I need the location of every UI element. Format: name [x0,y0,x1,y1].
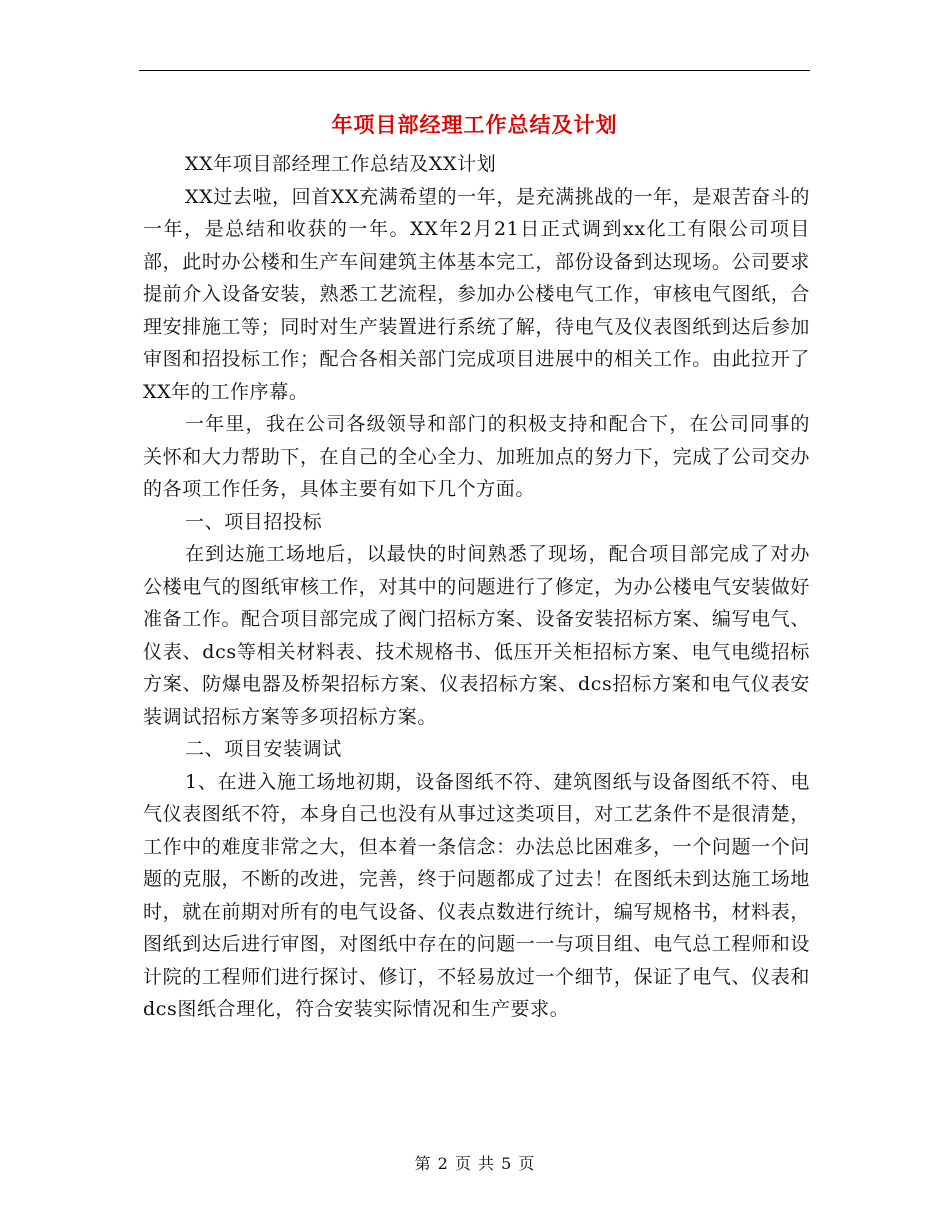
paragraph-bidding: 在到达施工场地后，以最快的时间熟悉了现场，配合项目部完成了对办公楼电气的图纸审核工作，对其中的问题进行了修定，为办公楼电气安装做好准备工作。配合项目部完成了阀门招标方案、设备安装招标方案、编写电气、仪表、dcs等相关材料表、技术规格书、低压开关柜招标方案、电气电缆招标方案、防爆电器及桥架招标方案、仪表招标方案、dcs招标方案和电气仪表安装调试招标方案等多项招标方案。 [143,543,810,728]
header-rule [139,70,810,71]
paragraph-intro: XX过去啦，回首XX充满希望的一年，是充满挑战的一年，是艰苦奋斗的一年，是总结和收获的一年。XX年2月21日正式调到xx化工有限公司项目部，此时办公楼和生产车间建筑主体基本完工，部份设备到达现场。公司要求提前介入设备安装，熟悉工艺流程，参加办公楼电气工作，审核电气图纸，合理安排施工等；同时对生产装置进行系统了解，待电气及仪表图纸到达后参加审图和招投标工作；配合各相关部门完成项目进展中的相关工作。由此拉开了XX年的工作序幕。 [143,185,810,403]
section-heading-installation: 二、项目安装调试 [185,738,342,760]
document-body [143,148,810,1026]
paragraph-installation: 1、在进入施工场地初期，设备图纸不符、建筑图纸与设备图纸不符、电气仪表图纸不符，本身自己也没有从事过这类项目，对工艺条件不是很清楚，工作中的难度非常之大，但本着一条信念：办法总比困难多，一个问题一个问题的克服，不断的改进，完善，终于问题都成了过去！在图纸未到达施工场地时，就在前期对所有的电气设备、仪表点数进行统计，编写规格书，材料表，图纸到达后进行审图，对图纸中存在的问题一一与项目组、电气总工程师和设计院的工程师们进行探讨、修订，不轻易放过一个细节，保证了电气、仪表和dcs图纸合理化，符合安装实际情况和生产要求。 [143,770,810,1020]
section-heading-bidding: 一、项目招投标 [185,510,323,533]
paragraph-summary: 一年里，我在公司各级领导和部门的积极支持和配合下，在公司同事的关怀和大力帮助下，在自己的全心全力、加班加点的努力下，完成了公司交办的各项工作任务，具体主要有如下几个方面。 [143,413,810,500]
document-title: 年项目部经理工作总结及计划 [331,113,618,137]
paragraph-subtitle: XX年项目部经理工作总结及XX计划 [185,153,497,175]
page-number-footer: 第 2 页 共 5 页 [414,1154,536,1173]
